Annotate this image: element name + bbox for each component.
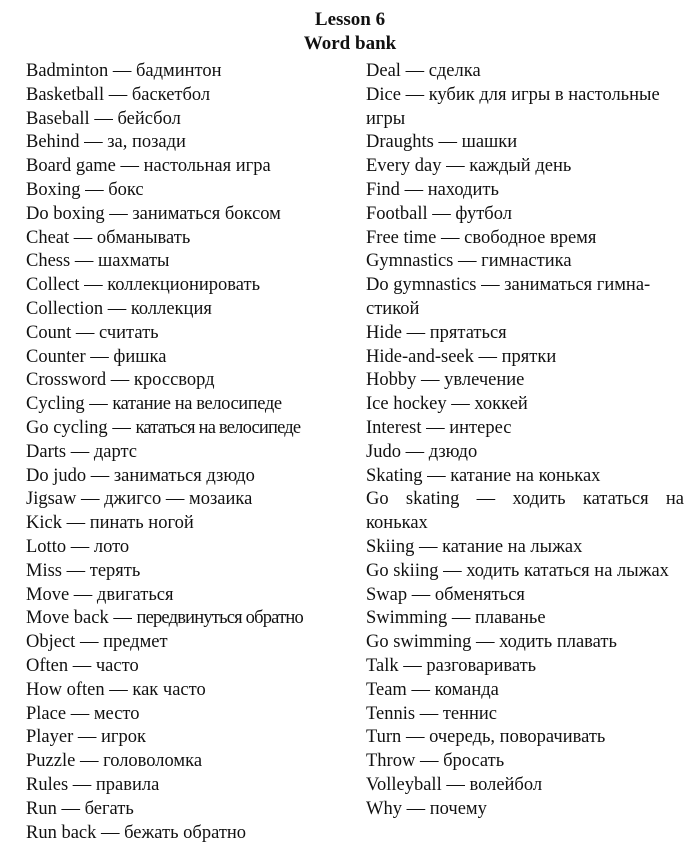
- english-word: Hide-and-seek: [366, 346, 474, 367]
- english-word: Chess: [26, 251, 71, 272]
- em-dash-separator: —: [108, 608, 137, 629]
- russian-translation: почему: [429, 798, 487, 819]
- russian-translation: команда: [434, 679, 499, 700]
- em-dash-separator: —: [66, 703, 94, 724]
- word-entry: [26, 322, 348, 346]
- em-dash-separator: —: [453, 251, 482, 272]
- russian-translation: головоломка: [103, 751, 203, 772]
- russian-translation: увлечение: [444, 370, 525, 391]
- russian-translation: обменяться: [434, 584, 525, 605]
- english-word: How often: [26, 679, 105, 700]
- word-entry: [26, 155, 348, 179]
- russian-translation: коллекционировать: [107, 275, 261, 296]
- word-entry: [26, 441, 348, 465]
- english-word: Board game: [26, 156, 116, 177]
- word-entry: [366, 488, 684, 536]
- russian-translation: сделка: [428, 61, 481, 81]
- english-word: Crossword: [26, 370, 107, 391]
- english-word: Miss: [26, 560, 62, 581]
- english-word: Swimming: [366, 608, 448, 629]
- russian-translation: хоккей: [474, 394, 528, 415]
- word-entry: [366, 417, 684, 441]
- em-dash-separator: —: [89, 108, 118, 129]
- russian-translation: интерес: [449, 417, 512, 438]
- em-dash-separator: —: [66, 536, 94, 557]
- em-dash-separator: —: [400, 441, 429, 462]
- russian-translation: часто: [95, 655, 139, 676]
- page-header: [0, 8, 700, 56]
- english-word: Behind: [26, 132, 80, 153]
- word-entry: [366, 179, 684, 203]
- em-dash-separator: —: [104, 203, 133, 224]
- english-word: Counter: [26, 346, 86, 367]
- russian-translation: прятаться: [429, 322, 507, 343]
- word-entry: [366, 369, 684, 393]
- em-dash-separator: —: [473, 346, 502, 367]
- em-dash-separator: —: [471, 632, 500, 653]
- russian-translation: ходить кататься на лыжах: [466, 560, 669, 581]
- word-entry: [366, 631, 684, 655]
- word-entry: [26, 369, 348, 393]
- word-entry: [366, 679, 684, 703]
- english-word: Basketball: [26, 84, 105, 105]
- english-word: Darts: [26, 441, 67, 462]
- russian-translation: кроссворд: [133, 370, 215, 391]
- word-bank-title: Word bank: [303, 33, 397, 54]
- english-word: Rules: [26, 774, 69, 795]
- russian-translation: ходить кататься на коньках: [366, 489, 685, 534]
- english-word: Cheat: [26, 227, 70, 248]
- english-word: Collect: [26, 275, 80, 296]
- russian-translation: шашки: [461, 132, 518, 153]
- em-dash-separator: —: [415, 751, 444, 772]
- word-entry: [366, 655, 684, 679]
- russian-translation: бадминтон: [135, 61, 222, 81]
- russian-translation: пинать ногой: [89, 513, 194, 534]
- russian-translation: катание на коньках: [450, 465, 601, 486]
- russian-translation: фишка: [113, 346, 167, 367]
- em-dash-separator: —: [76, 489, 105, 510]
- english-word: Why: [366, 798, 402, 819]
- word-entry: [26, 203, 348, 227]
- em-dash-separator: —: [436, 227, 465, 248]
- word-entry: [26, 750, 348, 774]
- em-dash-separator: —: [441, 156, 470, 177]
- word-entry: [26, 274, 348, 298]
- word-entry: [26, 465, 348, 489]
- english-word: Hobby: [366, 370, 417, 391]
- em-dash-separator: —: [459, 489, 513, 510]
- word-entry: [366, 750, 684, 774]
- word-entry: [26, 560, 348, 584]
- english-word: Boxing: [26, 179, 81, 200]
- russian-translation: дартс: [93, 441, 137, 462]
- english-word: Tennis: [366, 703, 416, 724]
- russian-translation: волейбол: [469, 774, 543, 795]
- russian-translation: настольная игра: [143, 156, 271, 177]
- em-dash-separator: —: [115, 156, 144, 177]
- russian-translation: баскетбол: [131, 84, 211, 105]
- russian-translation: бейсбол: [117, 108, 181, 129]
- english-word: Go skating: [366, 489, 460, 510]
- em-dash-separator: —: [75, 632, 104, 653]
- em-dash-separator: —: [399, 179, 428, 200]
- english-word: Player: [26, 727, 74, 748]
- russian-translation: шахматы: [97, 251, 170, 272]
- em-dash-separator: —: [414, 536, 443, 557]
- english-word: Go swimming: [366, 632, 472, 653]
- english-word: Draughts: [366, 132, 434, 153]
- russian-translation: считать: [98, 322, 159, 343]
- word-entry: [26, 417, 348, 441]
- em-dash-separator: —: [103, 298, 131, 319]
- russian-translation: футбол: [455, 203, 512, 224]
- russian-translation: ходить плавать: [499, 632, 617, 653]
- english-word: Find: [366, 179, 400, 200]
- right-word-column: [366, 60, 684, 822]
- word-entry: [366, 536, 684, 560]
- russian-translation: игрок: [101, 727, 146, 748]
- english-word: Count: [26, 322, 72, 343]
- english-word: Hide: [366, 322, 402, 343]
- english-word: Move: [26, 584, 70, 605]
- russian-translation: двигаться: [96, 584, 174, 605]
- english-word: Swap: [366, 584, 408, 605]
- em-dash-separator: —: [446, 394, 475, 415]
- russian-translation: катание на лыжах: [442, 536, 583, 557]
- word-entry: [366, 726, 684, 750]
- english-word: Throw: [366, 751, 416, 772]
- em-dash-separator: —: [400, 61, 429, 81]
- word-entry: [26, 726, 348, 750]
- word-entry: [26, 512, 348, 536]
- em-dash-separator: —: [438, 560, 467, 581]
- word-entry: [366, 227, 684, 251]
- word-entry: [26, 655, 348, 679]
- english-word: Deal: [366, 61, 401, 81]
- em-dash-separator: —: [107, 417, 136, 438]
- english-word: Volleyball: [366, 774, 442, 795]
- english-word: Turn: [366, 727, 402, 748]
- em-dash-separator: —: [106, 370, 134, 391]
- word-entry: [366, 774, 684, 798]
- lesson-title: Lesson 6: [314, 9, 386, 30]
- em-dash-separator: —: [68, 774, 96, 795]
- russian-translation: предмет: [103, 632, 168, 653]
- russian-translation: дзюдо: [428, 441, 478, 462]
- english-word: Badminton: [26, 61, 109, 81]
- english-word: Do boxing: [26, 203, 105, 224]
- english-word: Talk: [366, 655, 399, 676]
- em-dash-separator: —: [421, 417, 450, 438]
- em-dash-separator: —: [75, 751, 104, 772]
- english-word: Place: [26, 703, 67, 724]
- word-entry: [26, 822, 348, 846]
- russian-translation: коллекция: [130, 298, 212, 319]
- english-word: Do judo: [26, 465, 87, 486]
- word-entry: [366, 131, 684, 155]
- russian-translation: бежать обратно: [124, 822, 247, 843]
- em-dash-separator: —: [104, 84, 132, 105]
- russian-translation: за, позади: [107, 132, 186, 153]
- em-dash-separator: —: [401, 727, 430, 748]
- em-dash-separator: —: [69, 227, 97, 248]
- word-entry: [26, 131, 348, 155]
- russian-translation: разговаривать: [426, 655, 537, 676]
- em-dash-separator: —: [70, 251, 98, 272]
- english-word: Cycling: [26, 394, 85, 415]
- em-dash-separator: —: [62, 560, 90, 581]
- russian-translation: бокс: [108, 179, 144, 200]
- em-dash-separator: —: [79, 275, 108, 296]
- word-entry: [366, 393, 684, 417]
- english-word: Kick: [26, 513, 62, 534]
- em-dash-separator: —: [407, 584, 435, 605]
- word-entry: [366, 322, 684, 346]
- word-entry: [26, 584, 348, 608]
- word-entry: [26, 488, 348, 512]
- english-word: Often: [26, 655, 69, 676]
- em-dash-separator: —: [401, 798, 430, 819]
- russian-translation: джигсо — мозаика: [104, 489, 253, 510]
- em-dash-separator: —: [108, 61, 136, 81]
- em-dash-separator: —: [406, 679, 435, 700]
- english-word: Object: [26, 632, 76, 653]
- word-entry: [26, 631, 348, 655]
- russian-translation: кататься на велосипеде: [135, 417, 301, 438]
- english-word: Puzzle: [26, 751, 76, 772]
- em-dash-separator: —: [68, 655, 96, 676]
- em-dash-separator: —: [104, 679, 133, 700]
- english-word: Jigsaw: [26, 489, 77, 510]
- word-entry: [26, 703, 348, 727]
- russian-translation: кубик для игры в настольные игры: [366, 84, 660, 129]
- russian-translation: прятки: [501, 346, 557, 367]
- word-entry: [366, 346, 684, 370]
- english-word: Football: [366, 203, 428, 224]
- word-entry: [366, 250, 684, 274]
- russian-translation: свободное время: [464, 227, 597, 248]
- russian-translation: плаванье: [474, 608, 546, 629]
- word-entry: [366, 155, 684, 179]
- russian-translation: заниматься гимна-стикой: [366, 275, 651, 319]
- word-entry: [26, 774, 348, 798]
- english-word: Do gymnastics: [366, 275, 477, 296]
- word-entry: [366, 465, 684, 489]
- english-word: Ice hockey: [366, 394, 447, 415]
- em-dash-separator: —: [79, 132, 108, 153]
- russian-translation: заниматься дзюдо: [113, 465, 255, 486]
- word-entry: [26, 607, 348, 631]
- em-dash-separator: —: [84, 394, 113, 415]
- word-entry: [26, 108, 348, 132]
- em-dash-separator: —: [66, 441, 94, 462]
- word-entry: [26, 179, 348, 203]
- russian-translation: бегать: [84, 798, 134, 819]
- em-dash-separator: —: [69, 584, 97, 605]
- russian-translation: очередь, поворачивать: [429, 727, 606, 748]
- em-dash-separator: —: [400, 84, 429, 105]
- russian-translation: как часто: [132, 679, 206, 700]
- word-entry: [26, 536, 348, 560]
- english-word: Run back: [26, 822, 97, 843]
- english-word: Free time: [366, 227, 437, 248]
- em-dash-separator: —: [61, 513, 90, 534]
- em-dash-separator: —: [416, 370, 445, 391]
- russian-translation: передвинуться обратно: [136, 608, 303, 629]
- english-word: Judo: [366, 441, 401, 462]
- word-entry: [366, 274, 684, 322]
- word-entry: [366, 84, 684, 132]
- em-dash-separator: —: [56, 798, 85, 819]
- english-word: Gymnastics: [366, 251, 454, 272]
- english-word: Lotto: [26, 536, 67, 557]
- russian-translation: заниматься боксом: [132, 203, 281, 224]
- em-dash-separator: —: [85, 346, 114, 367]
- russian-translation: каждый день: [469, 156, 572, 177]
- english-word: Move back: [26, 608, 109, 629]
- russian-translation: катание на велосипеде: [112, 394, 282, 415]
- em-dash-separator: —: [433, 132, 462, 153]
- russian-translation: лото: [93, 536, 130, 557]
- word-entry: [366, 60, 684, 84]
- em-dash-separator: —: [476, 275, 505, 296]
- english-word: Run: [26, 798, 57, 819]
- word-entry: [26, 298, 348, 322]
- word-entry: [26, 346, 348, 370]
- english-word: Interest: [366, 417, 422, 438]
- left-word-column: [26, 60, 348, 845]
- word-entry: [26, 60, 348, 84]
- english-word: Skiing: [366, 536, 415, 557]
- english-word: Team: [366, 679, 407, 700]
- word-entry: [366, 441, 684, 465]
- russian-translation: бросать: [443, 751, 505, 772]
- em-dash-separator: —: [401, 322, 430, 343]
- english-word: Skating: [366, 465, 423, 486]
- em-dash-separator: —: [96, 822, 125, 843]
- em-dash-separator: —: [71, 322, 99, 343]
- english-word: Go skiing: [366, 560, 439, 581]
- word-entry: [366, 798, 684, 822]
- russian-translation: гимнастика: [481, 251, 572, 272]
- english-word: Baseball: [26, 108, 90, 129]
- em-dash-separator: —: [415, 703, 443, 724]
- em-dash-separator: —: [86, 465, 114, 486]
- word-entry: [366, 203, 684, 227]
- word-entry: [26, 84, 348, 108]
- word-entry: [26, 393, 348, 417]
- russian-translation: находить: [427, 179, 499, 200]
- word-entry: [366, 703, 684, 727]
- russian-translation: терять: [89, 560, 141, 581]
- russian-translation: правила: [95, 774, 160, 795]
- russian-translation: обманывать: [96, 227, 191, 248]
- russian-translation: место: [93, 703, 140, 724]
- em-dash-separator: —: [441, 774, 470, 795]
- word-entry: [26, 227, 348, 251]
- em-dash-separator: —: [80, 179, 109, 200]
- em-dash-separator: —: [398, 655, 427, 676]
- english-word: Collection: [26, 298, 104, 319]
- em-dash-separator: —: [422, 465, 451, 486]
- english-word: Dice: [366, 84, 401, 105]
- em-dash-separator: —: [447, 608, 475, 629]
- word-entry: [26, 679, 348, 703]
- word-entry: [366, 584, 684, 608]
- russian-translation: теннис: [442, 703, 498, 724]
- em-dash-separator: —: [73, 727, 102, 748]
- english-word: Every day: [366, 156, 442, 177]
- english-word: Go cycling: [26, 417, 108, 438]
- word-entry: [26, 798, 348, 822]
- word-entry: [366, 560, 684, 584]
- word-entry: [366, 607, 684, 631]
- word-entry: [26, 250, 348, 274]
- em-dash-separator: —: [427, 203, 456, 224]
